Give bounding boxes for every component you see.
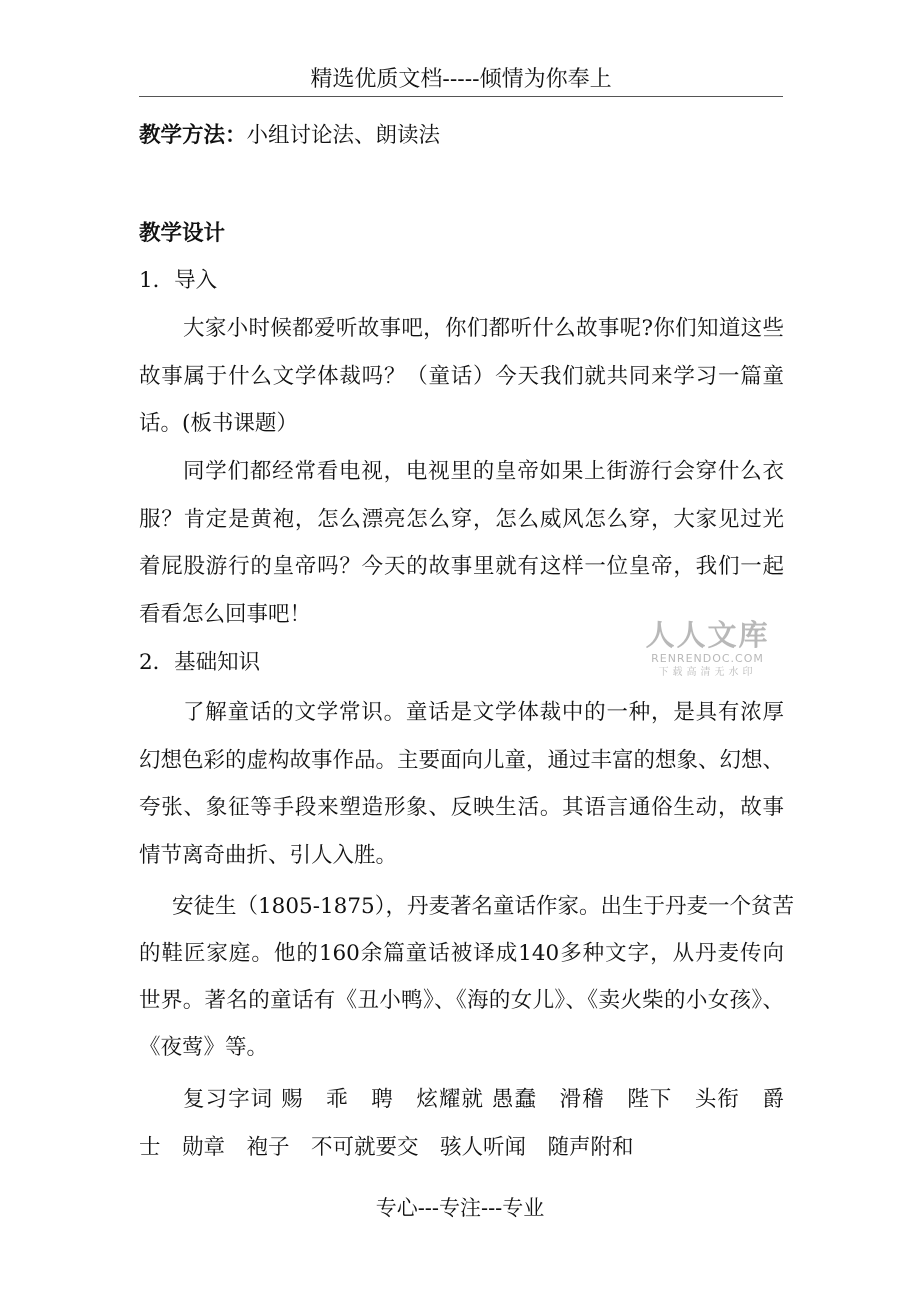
page-header: 精选优质文档-----倾情为你奉上 [139, 64, 783, 97]
paragraph-line: 着屁股游行的皇帝吗？今天的故事里就有这样一位皇帝，我们一起 [139, 554, 784, 579]
paragraph-line: 同学们都经常看电视，电视里的皇帝如果上街游行会穿什么衣 [183, 459, 784, 484]
paragraph-line: 情节离奇曲折、引人入胜。 [139, 843, 398, 868]
paragraph-line: 《夜莺》等。 [139, 1035, 269, 1060]
paragraph-line: 看看怎么回事吧！ [139, 602, 312, 627]
paragraph-line: 幻想色彩的虚构故事作品。主要面向儿童，通过丰富的想象、幻想、 [139, 748, 785, 773]
paragraph-line: 故事属于什么文学体裁吗？（童话）今天我们就共同来学习一篇童 [139, 364, 784, 389]
paragraph-line: 大家小时候都爱听故事吧，你们都听什么故事呢?你们知道这些 [183, 316, 784, 341]
paragraph-line: 夸张、象征等手段来塑造形象、反映生活。其语言通俗生动，故事 [139, 795, 784, 820]
vocabulary-line: 复习字词 赐 乖 聘 炫耀就 愚蠢 滑稽 陛下 头衔 爵 [183, 1087, 784, 1112]
section-2-heading: 2．基础知识 [139, 650, 261, 675]
page-footer: 专心---专注---专业 [375, 1196, 545, 1220]
paragraph-line: 世界。著名的童话有《丑小鸭》、《海的女儿》、《卖火柴的小女孩》、 [139, 988, 784, 1013]
watermark-logo: 人人文库 [645, 618, 770, 652]
section-1-heading: 1．导入 [139, 268, 218, 293]
watermark [645, 618, 770, 680]
watermark-subtitle: 下载高清无水印 [658, 667, 757, 678]
teaching-design-heading: 教学设计 [139, 221, 226, 246]
teaching-method-text: 小组讨论法、朗读法 [246, 123, 441, 148]
paragraph-line: 了解童话的文学常识。童话是文学体裁中的一种，是具有浓厚 [183, 700, 784, 725]
paragraph-line: 的鞋匠家庭。他的160余篇童话被译成140多种文字，从丹麦传向 [139, 941, 784, 966]
paragraph-line: 话。(板书课题） [139, 411, 298, 436]
paragraph-line: 安徒生（1805-1875），丹麦著名童话作家。出生于丹麦一个贫苦 [172, 894, 794, 919]
teaching-method-label: 教学方法： [139, 123, 247, 148]
teaching-method [139, 120, 784, 152]
vocabulary-line: 士 勋章 袍子 不可就要交 骇人听闻 随声附和 [139, 1135, 634, 1160]
watermark-url: RENRENDOC.COM [651, 652, 764, 665]
paragraph-line: 服？肯定是黄袍，怎么漂亮怎么穿，怎么威风怎么穿，大家见过光 [139, 507, 784, 532]
